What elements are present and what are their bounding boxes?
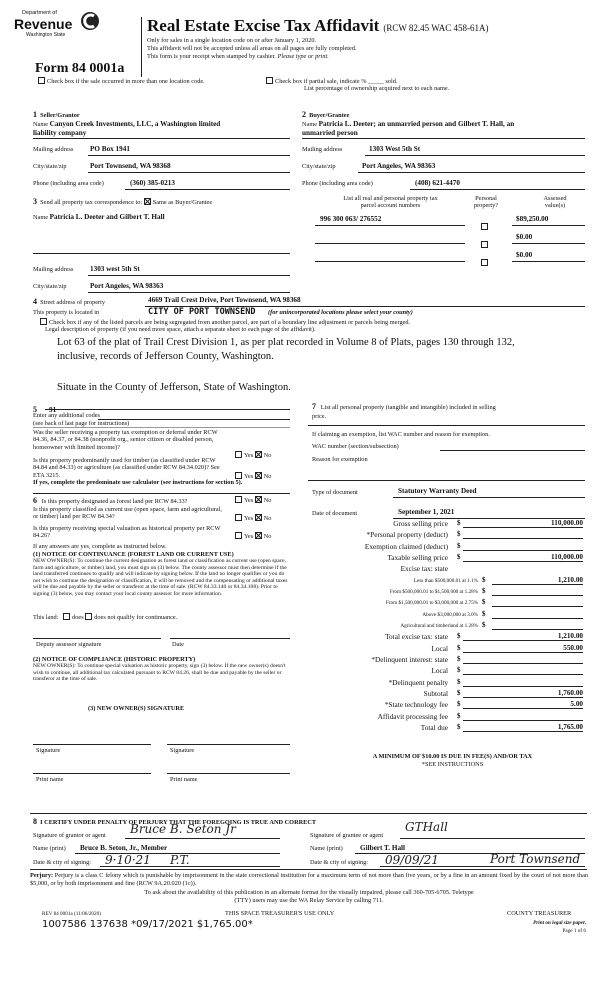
no-checkbox[interactable] xyxy=(255,496,262,503)
dollar-sign: $ xyxy=(457,541,461,550)
divider xyxy=(88,292,290,293)
amount-field[interactable]: 110,000.00 xyxy=(463,519,583,528)
buyer-mailing-label: Mailing address xyxy=(302,146,343,153)
revision-number: REV 84 0001a (11/06/2020) xyxy=(42,911,101,917)
assessed-value[interactable]: $89,250.00 xyxy=(516,215,549,223)
personal-property-label2: price. xyxy=(312,413,327,420)
new-owner-signature-field[interactable] xyxy=(167,744,290,745)
question-text: Is this property designated as forest land per RCW 84.33? xyxy=(41,498,188,505)
amount-label: From $1,500,000.01 to $3,000,000 at 2.75% xyxy=(385,600,478,607)
dollar-sign: $ xyxy=(457,632,461,641)
header-line: Personal xyxy=(475,195,497,202)
see-instructions: *SEE INSTRUCTIONS xyxy=(421,761,484,768)
checkbox-label: Check box if the sale occurred in more than one location code. xyxy=(47,78,205,85)
amount-field[interactable]: 550.00 xyxy=(463,644,583,653)
value: Canyon Creek Investments, LLC, a Washington limited xyxy=(49,120,221,128)
doc-date-field[interactable]: September 1, 2021 xyxy=(398,508,455,516)
signature-label: Signature xyxy=(36,747,61,754)
additional-codes-label: Enter any additional codes xyxy=(33,412,100,419)
minimum-note: A MINIMUM OF $10.00 IS DUE IN FEE(S) AND/OR TAX xyxy=(372,753,533,760)
amount-label: Less than $500,000.01 at 1.1% xyxy=(413,577,478,584)
assessed-value[interactable]: $0.00 xyxy=(516,251,533,259)
divider xyxy=(125,838,280,839)
wac-label: WAC number (section/subsection) xyxy=(312,443,399,450)
amount-label: Taxable selling price xyxy=(387,552,448,562)
county-treasurer-label: COUNTY TREASURER xyxy=(507,910,572,917)
dollar-sign: $ xyxy=(482,575,486,584)
dollar-sign: $ xyxy=(457,688,461,697)
print-name-label: Print name xyxy=(170,776,198,783)
yes-checkbox[interactable] xyxy=(235,472,242,479)
amount-field[interactable] xyxy=(463,666,583,675)
divider xyxy=(30,869,587,870)
personal-property-field[interactable] xyxy=(308,425,585,426)
does-not-checkbox[interactable] xyxy=(85,613,92,620)
notice2-text: NEW OWNER(S): To continue special valuation as historic property, sign (3) below. If the new owner(s) doesn't wish to continue, all additional tax calculated pursuant to RCW 84.26, shall be due and payable by the seller or transferor at the time of sale. xyxy=(33,663,286,683)
amount-field[interactable]: 1,210.00 xyxy=(492,576,583,585)
alt-format-note: To ask about the availability of this publication in an alternate format for the visually impaired, please call 360-705-6705. Teletype xyxy=(144,889,474,896)
see-back-note: (see back of last page for instructions) xyxy=(33,420,130,427)
label: This land: xyxy=(33,614,59,621)
does-not-label: does not qualify for continuance. xyxy=(94,614,178,621)
yes-checkbox[interactable] xyxy=(235,451,242,458)
grantee-signature[interactable]: GTHall xyxy=(405,820,448,834)
situate-text: Situate in the County of Jefferson, State of Washington. xyxy=(57,382,291,393)
located-label: This property is located in xyxy=(33,309,100,316)
perjury-text: Perjury is a class C felony which is punishable by imprisonment in the state correctional institution for a maximum term of not more than five years, or by a fine in an amount fixed by the court of not more than $5,000, or by both imprisonment and fine (RCW 9A.20.020 (1c)). xyxy=(30,872,589,887)
header-line: value(s) xyxy=(544,202,566,209)
personal-property-row-checkbox[interactable] xyxy=(481,216,490,234)
buyer-heading xyxy=(302,110,349,119)
checkbox[interactable] xyxy=(40,318,47,325)
header-line: Assessed xyxy=(543,195,567,202)
parcel-header xyxy=(318,195,463,209)
dollar-sign: $ xyxy=(457,711,461,720)
segregated-checkbox[interactable] xyxy=(40,318,410,326)
correspondence-heading xyxy=(33,197,212,206)
yes-checkbox[interactable] xyxy=(235,514,242,521)
grantee-signature-label: Signature of grantee or agent xyxy=(310,832,384,839)
divider xyxy=(88,172,290,173)
signature-label: Signature xyxy=(170,747,195,754)
amount-label: *Delinquent interest: state xyxy=(371,654,448,664)
divider xyxy=(33,253,290,254)
yes-label: Yes xyxy=(244,452,254,459)
checkbox[interactable] xyxy=(481,241,488,248)
dor-logo xyxy=(14,10,106,50)
dor-emblem-icon xyxy=(80,10,100,32)
grantee-date-field[interactable]: 09/09/21 xyxy=(385,853,439,867)
amount-label: Excise tax: state xyxy=(400,564,448,574)
located-note: (for unincorporated locations please select your county) xyxy=(268,309,413,316)
legal-label: Legal description of property (if you need more space, attach a separate sheet to each page of the affidavit). xyxy=(45,326,316,333)
ownership-note: List percentage of ownership acquired next to each name. xyxy=(304,85,450,92)
title-text: Real Estate Excise Tax Affidavit xyxy=(147,16,380,35)
notice2-title: (2) NOTICE OF COMPLIANCE (HISTORIC PROPERTY) xyxy=(33,656,196,663)
grantor-date-label: Date & city of signing: xyxy=(33,859,92,866)
amount-field[interactable] xyxy=(463,542,583,551)
no-label: No xyxy=(263,473,272,480)
section-number: 5 xyxy=(33,405,37,414)
grantor-date-field[interactable]: 9·10·21 xyxy=(105,853,151,867)
yes-no-historical[interactable] xyxy=(235,532,271,540)
treasurer-space-label: THIS SPACE TREASURER'S USE ONLY xyxy=(225,910,335,917)
parcel-number[interactable]: 996 300 063/ 276552 xyxy=(320,215,382,223)
yes-no-forest[interactable] xyxy=(235,496,271,504)
print-name-field[interactable] xyxy=(33,773,151,774)
q-current-use: Is this property classified as current use (open space, farm and agricultural, or timber) land per RCW 84.34? xyxy=(33,506,223,521)
divider xyxy=(88,155,290,156)
dollar-sign: $ xyxy=(482,620,486,629)
correspondence-city-field[interactable]: Port Angeles, WA 98363 xyxy=(90,282,164,290)
assessed-value[interactable]: $0.00 xyxy=(516,233,533,241)
correspondence-mailing-label: Mailing address xyxy=(33,266,74,273)
checkbox[interactable] xyxy=(481,259,488,266)
divider xyxy=(512,261,585,262)
new-owner-signature-field[interactable] xyxy=(33,744,151,745)
buyer-name-field[interactable] xyxy=(302,120,514,128)
amount-field[interactable]: 1,765.00 xyxy=(463,723,583,732)
amount-label: Gross selling price xyxy=(393,519,448,528)
logo-brand: Revenue xyxy=(14,16,73,32)
header-note-3 xyxy=(147,53,329,60)
dollar-sign: $ xyxy=(457,530,461,539)
buyer-city-label: City/state/zip xyxy=(302,163,336,170)
q-exemption-deferral: Was the seller receiving a property tax exemption or deferral under RCW 84.36, 84.37, or 84.38 (nonprofit org., senior citizen or disabled person, homeowner with limited income)? xyxy=(33,429,218,451)
section-number: 7 xyxy=(312,402,316,411)
yes-no-q1[interactable] xyxy=(235,451,271,459)
seller-name-line2: liability company xyxy=(33,129,87,137)
buyer-mailing-field[interactable]: 1303 West 5th St xyxy=(369,145,421,153)
header-note-2: This affidavit will not be accepted unless all areas on all pages are fully completed. xyxy=(147,45,357,52)
page-title xyxy=(147,16,489,36)
amount-field[interactable] xyxy=(492,587,583,596)
divider xyxy=(365,155,585,156)
seller-phone-label: Phone (including area code) xyxy=(33,180,104,187)
q-timber-agriculture: Is this property predominantly used for timber (as classified under RCW 84.84 and 84.33) or agriculture (as classified under RCW 84.34.020)? See ETA 3215. xyxy=(33,457,220,479)
sold-label: sold. xyxy=(385,78,398,85)
personal-property-row-checkbox[interactable] xyxy=(481,234,490,252)
no-label: No xyxy=(263,515,272,522)
amount-field[interactable] xyxy=(463,678,583,687)
buyer-name-line2: unmarried person xyxy=(302,129,358,137)
divider xyxy=(315,261,465,262)
amount-label: *Personal property (deduct) xyxy=(366,530,448,540)
divider xyxy=(512,243,585,244)
section-number: 3 xyxy=(33,197,37,206)
amount-label: Agricultural and timberland at 1.28% xyxy=(400,622,478,629)
no-checkbox[interactable] xyxy=(255,532,262,539)
street-label xyxy=(33,297,105,306)
divider xyxy=(100,866,280,867)
partial-sale-checkbox[interactable]: Check box if partial sale, indicate % _____ sold. xyxy=(266,77,397,85)
no-checkbox[interactable] xyxy=(255,514,262,521)
buyer-phone-label: Phone (including area code) xyxy=(302,180,373,187)
seller-city-field[interactable]: Port Townsend, WA 98368 xyxy=(90,162,171,170)
amount-label: From $500,000.01 to $1,500,000 at 1.28% xyxy=(389,588,478,595)
does-checkbox[interactable] xyxy=(63,613,70,620)
section-number: 8 xyxy=(33,817,37,826)
deputy-date-field[interactable] xyxy=(170,638,290,639)
dollar-sign: $ xyxy=(457,666,461,675)
doc-type-label: Type of document xyxy=(312,489,358,496)
label: Name xyxy=(33,121,49,128)
checkbox-label: Check box if any of the listed parcels are being segregated from another parcel, are part of a boundary line adjustment or parcels being merged. xyxy=(49,319,411,326)
wac-field[interactable] xyxy=(440,450,585,451)
divider xyxy=(33,427,290,428)
amount-label: Affidavit processing fee xyxy=(377,711,448,721)
amount-label: Total due xyxy=(420,722,448,732)
code-value: 91 xyxy=(49,406,57,414)
amount-label: Subtotal xyxy=(423,688,448,698)
doc-type-field[interactable]: Statutory Warranty Deed xyxy=(398,487,477,495)
logo-state: Washington State xyxy=(26,32,66,38)
buyer-phone-field[interactable]: (408) 621-4470 xyxy=(415,179,460,187)
date-label: Date xyxy=(172,641,184,648)
yes-no-current-use[interactable] xyxy=(235,514,271,522)
divider xyxy=(380,866,585,867)
heading-text: I CERTIFY UNDER PENALTY OF PERJURY THAT THE FOREGOING IS TRUE AND CORRECT xyxy=(40,819,317,826)
predominate-note: If yes, complete the predominate use calculator (see instructions for section 5). xyxy=(33,479,243,486)
divider xyxy=(33,493,290,494)
checkbox[interactable] xyxy=(38,77,45,84)
deputy-signature-field[interactable] xyxy=(33,638,161,639)
notice1-text: NEW OWNER(S): To continue the current designation as forest land or classification as current use (open space, farm and agriculture, or timber) land, you must sign on (3) below. The county assessor must then determine if the land transferred continues to qualify and will indicate by signing below. If the land no longer qualifies or you do not wish to continue the designation or classification, it will be removed and the compensating or additional taxes will be due and payable by the seller or transferor at the time of sale. (RCW 84.33.140 or 84.34.108). Prior to signing (3) below, you may contact your local county assessor for more information. xyxy=(33,558,288,597)
dollar-sign: $ xyxy=(482,609,486,618)
q-forest-land xyxy=(33,496,187,505)
logo-dept: Department of xyxy=(22,10,57,16)
divider xyxy=(45,409,290,410)
legal-description-line1: Lot 63 of the plat of Trail Crest Division 1, as per plat recorded in Volume 8 of Plats, pages 130 through 132, xyxy=(57,337,515,348)
continuance-choice xyxy=(33,613,177,621)
amount-label: *State technology fee xyxy=(384,700,448,710)
dollar-sign: $ xyxy=(457,643,461,652)
buyer-city-field[interactable]: Port Angeles, WA 98363 xyxy=(362,162,436,170)
receipt-stamp: 1007586 137638 *09/17/2021 $1,765.00* xyxy=(42,919,253,930)
alt-format-note2: (TTY) users may use the WA Relay Service by calling 711. xyxy=(234,897,384,904)
correspondence-name-field[interactable] xyxy=(33,213,165,221)
divider xyxy=(33,138,290,139)
section-number: 1 xyxy=(33,110,37,119)
divider xyxy=(315,225,465,226)
label: Send all property tax correspondence to: xyxy=(40,199,143,206)
seller-name-field[interactable] xyxy=(33,120,220,128)
grantor-signature[interactable]: Bruce B. Seton Jr xyxy=(130,822,236,836)
dollar-sign: $ xyxy=(457,700,461,709)
note3-italic: Please type or print. xyxy=(277,53,329,60)
divider xyxy=(410,189,585,190)
divider xyxy=(315,243,465,244)
divider xyxy=(358,172,585,173)
yes-label: Yes xyxy=(244,515,254,522)
street-field[interactable]: 4669 Trail Crest Drive, Port Townsend, WA 98368 xyxy=(148,296,301,304)
dollar-sign: $ xyxy=(457,722,461,731)
grantee-name-label: Name (print) xyxy=(310,845,343,852)
checkbox[interactable] xyxy=(481,223,488,230)
grantor-name-field[interactable]: Bruce B. Seton, Jr., Member xyxy=(80,844,168,852)
perjury-notice xyxy=(30,872,588,887)
amount-label: Local xyxy=(431,643,448,653)
grantor-city-field[interactable]: P.T. xyxy=(170,853,190,867)
label: List all personal property (tangible and intangible) included in selling xyxy=(320,404,496,411)
located-field[interactable]: CITY OF PORT TOWNSEND xyxy=(148,307,256,317)
section-number: 4 xyxy=(33,297,37,306)
print-name-field[interactable] xyxy=(167,773,290,774)
note3-text: This form is your receipt when stamped by cashier. xyxy=(147,53,276,60)
grantor-signature-label: Signature of grantor or agent xyxy=(33,832,106,839)
header-line: List all real and personal property tax xyxy=(343,195,438,202)
grantee-date-label: Date & city of signing: xyxy=(310,859,369,866)
seller-mailing-field[interactable]: PO Box 1941 xyxy=(90,145,130,153)
new-owner-title: (3) NEW OWNER(S) SIGNATURE xyxy=(88,705,185,712)
dollar-sign: $ xyxy=(457,552,461,561)
yes-label: Yes xyxy=(244,473,254,480)
correspondence-mailing-field[interactable]: 1303 west 5th St xyxy=(90,265,140,273)
amount-field[interactable]: 110,000.00 xyxy=(463,553,583,562)
amount-label: Above $3,000,000 at 3.0% xyxy=(422,611,478,618)
amount-label: Total excise tax: state xyxy=(385,632,448,642)
no-checkbox[interactable] xyxy=(255,451,262,458)
dollar-sign: $ xyxy=(457,677,461,686)
label: Name xyxy=(33,214,49,221)
dollar-sign: $ xyxy=(482,598,486,607)
dollar-sign: $ xyxy=(457,654,461,663)
does-label: does xyxy=(72,614,84,621)
grantee-city-field[interactable]: Port Townsend xyxy=(490,852,581,866)
header-line: property? xyxy=(473,202,499,209)
personal-property-row-checkbox[interactable] xyxy=(481,252,490,270)
no-label: No xyxy=(263,497,272,504)
personal-header xyxy=(466,195,506,209)
heading-text: Buyer/Grantee xyxy=(309,112,350,119)
correspondence-city-label: City/state/zip xyxy=(33,283,67,290)
amount-field[interactable] xyxy=(492,621,583,630)
heading-text: Seller/Grantor xyxy=(40,112,80,119)
no-label: No xyxy=(263,452,272,459)
label: Name xyxy=(302,121,318,128)
checkbox[interactable] xyxy=(266,77,273,84)
yes-label: Yes xyxy=(244,497,254,504)
header-line: parcel account numbers xyxy=(360,202,421,209)
dollar-sign: $ xyxy=(482,586,486,595)
amount-field[interactable] xyxy=(492,598,583,607)
amount-field[interactable] xyxy=(463,712,583,721)
section-number: 6 xyxy=(33,496,37,505)
grantee-name-field[interactable]: Gilbert T. Hall xyxy=(360,844,406,852)
seller-phone-field[interactable]: (360) 385-0213 xyxy=(130,179,175,187)
seller-heading xyxy=(33,110,80,119)
section-number: 2 xyxy=(302,110,306,119)
title-ref: (RCW 82.45 WAC 458-61A) xyxy=(383,23,489,33)
doc-date-label: Date of document xyxy=(312,510,358,517)
print-name-label: Print name xyxy=(36,776,64,783)
exemption-label: If claiming an exemption, list WAC number and reason for exemption. xyxy=(312,431,490,438)
legal-description-line2: inclusive, records of Jefferson County, Washington. xyxy=(57,351,274,362)
seller-city-label: City/state/zip xyxy=(33,163,67,170)
divider xyxy=(400,838,585,839)
checkbox-label: Check box if partial sale, indicate % xyxy=(275,78,367,85)
header-note-1: Only for sales in a single location code on or after January 1, 2020. xyxy=(147,37,317,44)
amount-field[interactable] xyxy=(492,610,583,619)
amount-field[interactable]: 1,210.00 xyxy=(463,632,583,641)
personal-property-label xyxy=(312,402,496,411)
amount-label: Exemption claimed (deduct) xyxy=(364,541,448,551)
seller-mailing-label: Mailing address xyxy=(33,146,74,153)
grantor-name-label: Name (print) xyxy=(33,845,66,852)
divider xyxy=(88,275,290,276)
yes-label: Yes xyxy=(244,533,254,540)
divider xyxy=(512,225,585,226)
deputy-label: Deputy assessor signature xyxy=(36,641,102,648)
q-historical: Is this property receiving special valuation as historical property per RCW 84.26? xyxy=(33,525,221,540)
yes-checkbox[interactable] xyxy=(235,496,242,503)
reason-field[interactable] xyxy=(308,480,585,481)
amount-field[interactable] xyxy=(463,655,583,664)
if-any-yes: If any answers are yes, complete as instructed below. xyxy=(33,543,167,550)
divider xyxy=(125,189,290,190)
perjury-label: Perjury: xyxy=(30,872,54,879)
no-checkbox[interactable] xyxy=(255,472,262,479)
no-label: No xyxy=(263,533,272,540)
divider xyxy=(302,138,585,139)
divider xyxy=(30,813,587,814)
amount-field[interactable]: 5.00 xyxy=(463,700,583,709)
value: Patricia L. Deeter and Gilbert T. Hall xyxy=(49,213,165,221)
same-as-buyer-checkbox[interactable] xyxy=(144,198,151,205)
checkbox-label: Same as Buyer/Grantee xyxy=(152,199,213,206)
multi-location-checkbox[interactable] xyxy=(38,77,205,85)
notice1-title: (1) NOTICE OF CONTINUANCE (FOREST LAND OR CURRENT USE) xyxy=(33,551,234,558)
header-divider xyxy=(141,17,142,77)
amount-field[interactable]: 1,760.00 xyxy=(463,689,583,698)
divider xyxy=(393,497,585,498)
label: Street address of property xyxy=(40,299,106,306)
page-number: Page 1 of 6 xyxy=(562,928,586,934)
yes-checkbox[interactable] xyxy=(235,532,242,539)
dollar-sign: $ xyxy=(457,519,461,527)
reason-label: Reason for exemption xyxy=(312,456,368,463)
amount-field[interactable] xyxy=(463,530,583,539)
assessed-header xyxy=(530,195,580,209)
value: Patricia L. Deeter; an unmarried person and Gilbert T. Hall, an xyxy=(318,120,515,128)
amount-label: *Delinquent penalty xyxy=(388,677,448,687)
amount-label: Local xyxy=(431,666,448,676)
form-number: Form 84 0001a xyxy=(35,61,125,76)
legal-paper-note: Print on legal size paper. xyxy=(533,920,586,926)
